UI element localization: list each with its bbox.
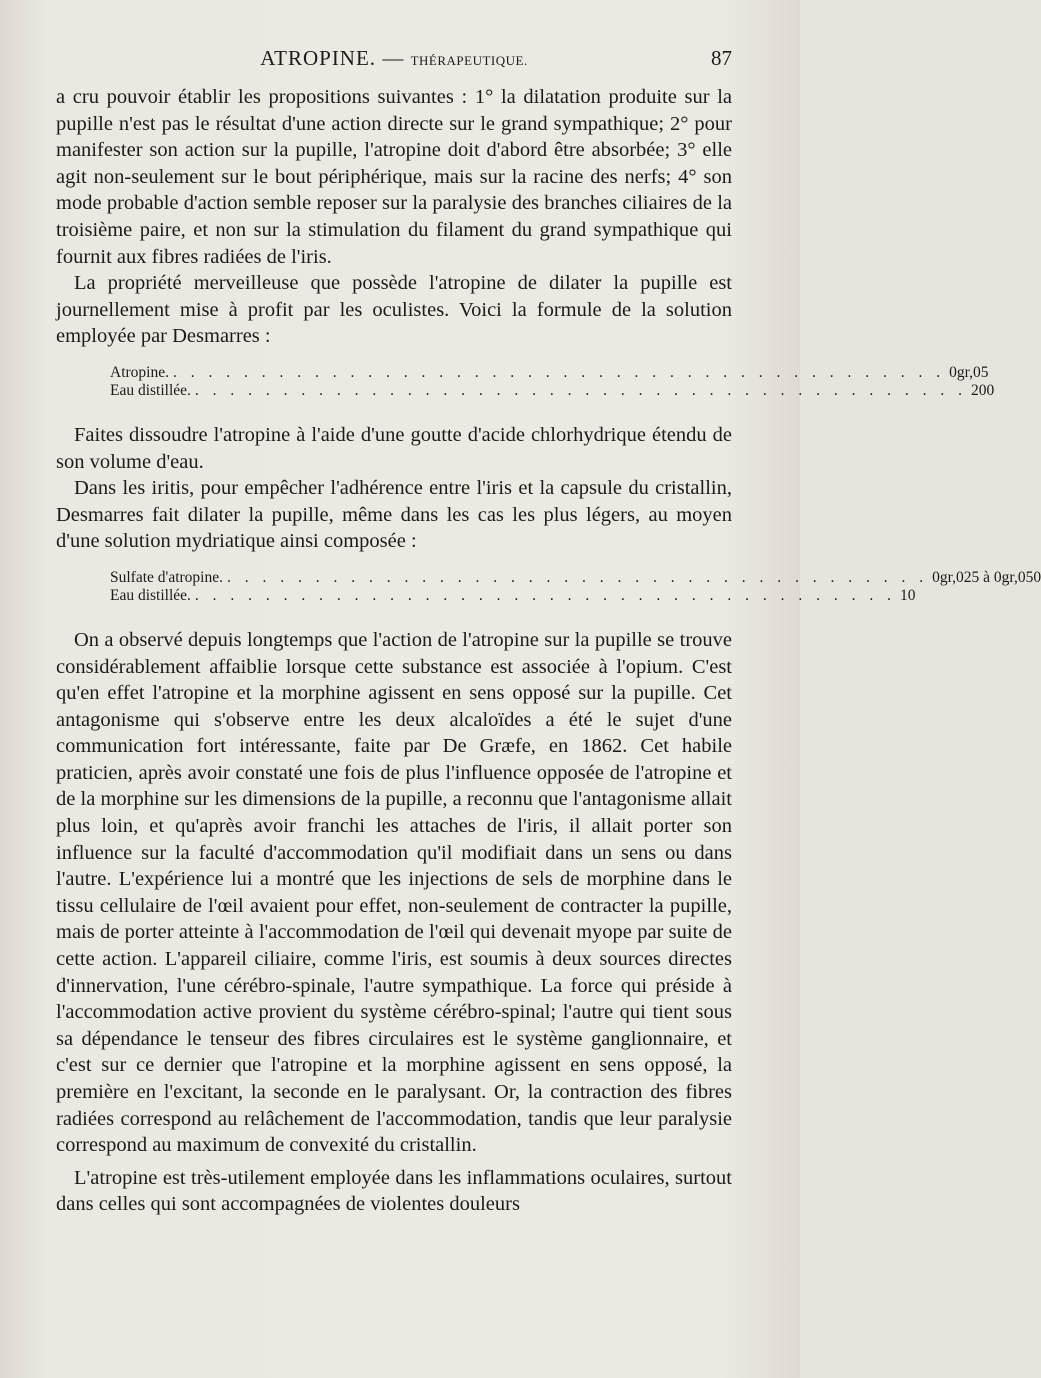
formula-row — [110, 363, 989, 382]
page-number: 87 — [711, 46, 732, 70]
running-title-main: ATROPINE. — [260, 46, 377, 70]
ingredient-quantity: 0gr,025 à 0gr,050 — [932, 568, 1041, 586]
page-body — [56, 84, 1041, 1218]
ingredient-name: Eau distillée. — [110, 586, 191, 604]
paragraph-4: Dans les iritis, pour empêcher l'adhérence entre l'iris et la capsule du cristallin, Desmarres fait dilater la pupille, même dans les cas les plus légers, au moyen d'une solution mydriatique ainsi composée : — [56, 477, 732, 553]
paragraph-5: On a observé depuis longtemps que l'action de l'atropine sur la pupille se trouve considérablement affaiblie lorsque cette substance est associée à l'opium. C'est qu'en effet l'atropine et la morphine agissent en sens opposé sur la pupille. Cet antagonisme qui s'observe entre les deux alcaloïdes a été le sujet d'une communication fort intéressante, faite par De Græfe, en 1862. Cet habile praticien, après avoir constaté une fois de plus l'influence opposée de l'atropine et de la morphine sur les dimensions de la pupille, a reconnu que l'antagonisme allait plus loin, et qu'après avoir franchi les attaches de l'iris, il allait porter son influence sur la faculté d'accommodation qu'il modifiait dans un sens ou dans l'autre. L'expérience lui a montré que les injections de sels de morphine dans le tissu cellulaire de l'œil avaient pour effet, non-seulement de contracter la pupille, mais de porter atteinte à l'accommodation de l'œil qui devenait myope par suite de cette action. L'appareil ciliaire, comme l'iris, est soumis à deux sources directes d'innervation, l'une cérébro-spinale, l'autre sympathique. La force qui préside à l'accommodation active provient du système cérébro-spinal; l'autre qui tient sous sa dépendance le tenseur des fibres circulaires est le système ganglionnaire, et c'est sur ce dernier que l'atropine et la morphine agissent en sens opposé, la première en l'excitant, la seconde en le paralysant. Or, la contraction des fibres radiées correspond au relâchement de l'accommodation, tandis que leur paralysie correspond au maximum de convexité du cristallin. — [56, 628, 732, 1157]
formula-row — [110, 381, 995, 400]
ingredient-quantity: 10 — [900, 586, 916, 604]
leader-dots: . . . . . . . . . . . . . . . . . . . . . . . . . . . . . . . . . . . . . . . . — [194, 586, 897, 604]
formula-desmarres-1 — [110, 363, 995, 400]
leader-dots: . . . . . . . . . . . . . . . . . . . . . . . . . . . . . . . . . . . . . . . . . . . . — [194, 381, 968, 399]
paragraph-6: L'atropine est très-utilement employée dans les inflammations oculaires, surtout dans celles qui sont accompagnées de violentes douleurs — [56, 1166, 732, 1216]
ingredient-name: Eau distillée. — [110, 381, 191, 399]
running-title — [56, 46, 732, 71]
paragraph-3: Faites dissoudre l'atropine à l'aide d'une goutte d'acide chlorhydrique étendu de son volume d'eau. — [56, 423, 732, 473]
running-title-dash: — — [382, 46, 405, 70]
paragraph-1: a cru pouvoir établir les propositions suivantes : 1° la dilatation produite sur la pupille n'est pas le résultat d'une action directe sur le grand sympathique; 2° pour manifester son action sur la pupille, l'atropine doit d'abord être absorbée; 3° elle agit non-seulement sur le bout périphérique, mais sur la racine des nerfs; 4° son mode probable d'action semble reposer sur la paralysie des branches ciliaires de la troisième paire, et non sur la stimulation du filament du grand sympathique qui fournit aux fibres radiées de l'iris. — [56, 86, 732, 268]
formula-row — [110, 586, 916, 605]
ingredient-name: Sulfate d'atropine. — [110, 568, 223, 586]
paragraph-2: La propriété merveilleuse que possède l'atropine de dilater la pupille est journellement mise à profit par les oculistes. Voici la formule de la solution employée par Desmarres : — [56, 272, 732, 348]
formula-row — [110, 568, 1041, 587]
formula-desmarres-2 — [110, 568, 1041, 605]
ingredient-quantity: 200 — [971, 381, 995, 399]
ingredient-quantity: 0gr,05 — [949, 363, 989, 381]
ingredient-name: Atropine. — [110, 363, 169, 381]
running-title-subtitle: THÉRAPEUTIQUE. — [410, 53, 528, 68]
leader-dots: . . . . . . . . . . . . . . . . . . . . . . . . . . . . . . . . . . . . . . . . — [226, 568, 929, 586]
page-header — [56, 46, 732, 80]
leader-dots: . . . . . . . . . . . . . . . . . . . . . . . . . . . . . . . . . . . . . . . . . . . . — [172, 363, 946, 381]
